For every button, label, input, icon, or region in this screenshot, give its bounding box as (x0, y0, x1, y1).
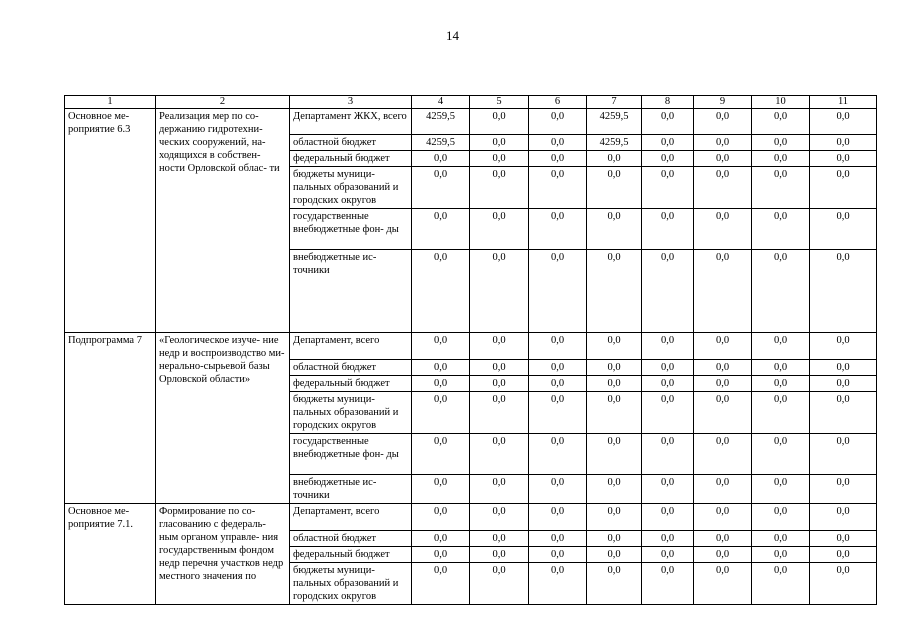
value-cell: 0,0 (752, 109, 810, 135)
value-cell: 0,0 (694, 376, 752, 392)
value-cell: 0,0 (412, 376, 470, 392)
header-cell: 3 (290, 96, 412, 109)
funding-source-cell: бюджеты муници- пальных образований и городских округов (290, 167, 412, 209)
value-cell: 0,0 (642, 376, 694, 392)
value-cell: 0,0 (694, 151, 752, 167)
value-cell: 0,0 (810, 376, 877, 392)
value-cell: 0,0 (642, 547, 694, 563)
page-number: 14 (446, 28, 459, 43)
value-cell: 0,0 (752, 209, 810, 250)
funding-source-cell: областной бюджет (290, 135, 412, 151)
value-cell: 0,0 (529, 504, 587, 531)
value-cell: 0,0 (470, 135, 529, 151)
value-cell: 0,0 (642, 135, 694, 151)
value-cell: 0,0 (810, 392, 877, 434)
value-cell: 0,0 (470, 563, 529, 605)
funding-source-cell: внебюджетные ис- точники (290, 475, 412, 504)
value-cell: 0,0 (810, 434, 877, 475)
value-cell: 0,0 (642, 360, 694, 376)
value-cell: 0,0 (810, 151, 877, 167)
value-cell: 0,0 (752, 376, 810, 392)
value-cell: 0,0 (810, 109, 877, 135)
header-cell: 2 (156, 96, 290, 109)
header-cell: 7 (587, 96, 642, 109)
funding-source-cell: федеральный бюджет (290, 376, 412, 392)
funding-source-cell: федеральный бюджет (290, 547, 412, 563)
value-cell: 0,0 (529, 563, 587, 605)
value-cell: 0,0 (810, 333, 877, 360)
value-cell: 0,0 (470, 504, 529, 531)
value-cell: 0,0 (587, 167, 642, 209)
value-cell: 0,0 (412, 360, 470, 376)
value-cell: 0,0 (752, 504, 810, 531)
value-cell: 0,0 (412, 209, 470, 250)
value-cell: 0,0 (470, 376, 529, 392)
value-cell: 0,0 (694, 360, 752, 376)
value-cell: 0,0 (694, 109, 752, 135)
table-row (65, 333, 877, 360)
value-cell: 0,0 (587, 360, 642, 376)
value-cell: 0,0 (412, 434, 470, 475)
table-row (65, 504, 877, 531)
value-cell: 0,0 (694, 504, 752, 531)
header-row (65, 96, 877, 109)
funding-source-cell: федеральный бюджет (290, 151, 412, 167)
value-cell: 4259,5 (587, 135, 642, 151)
value-cell: 0,0 (752, 547, 810, 563)
measure-description-cell: Реализация мер по со- держанию гидротехни- ческих сооружений, на- ходящихся в собствен- ности Орловской облас- ти (156, 109, 290, 333)
value-cell: 0,0 (810, 250, 877, 333)
header-cell: 4 (412, 96, 470, 109)
funding-source-cell: внебюджетные ис- точники (290, 250, 412, 333)
value-cell: 0,0 (642, 250, 694, 333)
value-cell: 0,0 (694, 392, 752, 434)
value-cell: 0,0 (752, 135, 810, 151)
value-cell: 0,0 (587, 504, 642, 531)
value-cell: 0,0 (587, 376, 642, 392)
value-cell: 4259,5 (412, 135, 470, 151)
value-cell: 0,0 (470, 434, 529, 475)
header-cell: 6 (529, 96, 587, 109)
measure-name-cell: Основное ме- роприятие 6.3 (65, 109, 156, 333)
value-cell: 0,0 (587, 475, 642, 504)
value-cell: 0,0 (587, 531, 642, 547)
value-cell: 0,0 (694, 209, 752, 250)
value-cell: 0,0 (694, 434, 752, 475)
value-cell: 0,0 (529, 376, 587, 392)
value-cell: 0,0 (587, 563, 642, 605)
value-cell: 0,0 (642, 563, 694, 605)
value-cell: 0,0 (810, 475, 877, 504)
measure-name-cell: Основное ме- роприятие 7.1. (65, 504, 156, 605)
value-cell: 0,0 (470, 531, 529, 547)
value-cell: 0,0 (752, 392, 810, 434)
value-cell: 0,0 (752, 151, 810, 167)
header-cell: 9 (694, 96, 752, 109)
value-cell: 0,0 (694, 547, 752, 563)
measure-description-cell: «Геологическое изуче- ние недр и воспроизводство ми- нерально-сырьевой базы Орловской области» (156, 333, 290, 504)
value-cell: 0,0 (752, 475, 810, 504)
value-cell: 0,0 (470, 475, 529, 504)
value-cell: 0,0 (412, 333, 470, 360)
value-cell: 0,0 (752, 434, 810, 475)
value-cell: 0,0 (587, 250, 642, 333)
value-cell: 0,0 (412, 167, 470, 209)
funding-source-cell: областной бюджет (290, 531, 412, 547)
measure-name-cell: Подпрограмма 7 (65, 333, 156, 504)
value-cell: 0,0 (587, 547, 642, 563)
value-cell: 0,0 (529, 109, 587, 135)
value-cell: 0,0 (412, 392, 470, 434)
funding-source-cell: Департамент, всего (290, 333, 412, 360)
value-cell: 0,0 (412, 151, 470, 167)
value-cell: 0,0 (642, 167, 694, 209)
funding-source-cell: бюджеты муници- пальных образований и городских округов (290, 563, 412, 605)
value-cell: 0,0 (529, 547, 587, 563)
value-cell: 0,0 (810, 563, 877, 605)
value-cell: 0,0 (529, 475, 587, 504)
value-cell: 0,0 (642, 392, 694, 434)
value-cell: 0,0 (752, 333, 810, 360)
value-cell: 0,0 (587, 392, 642, 434)
value-cell: 0,0 (470, 250, 529, 333)
value-cell: 0,0 (752, 167, 810, 209)
value-cell: 0,0 (587, 333, 642, 360)
value-cell: 0,0 (529, 333, 587, 360)
value-cell: 0,0 (587, 434, 642, 475)
value-cell: 0,0 (810, 360, 877, 376)
value-cell: 0,0 (470, 333, 529, 360)
value-cell: 4259,5 (587, 109, 642, 135)
header-cell: 10 (752, 96, 810, 109)
value-cell: 0,0 (529, 392, 587, 434)
value-cell: 0,0 (752, 531, 810, 547)
budget-table (64, 95, 877, 605)
value-cell: 0,0 (412, 531, 470, 547)
value-cell: 0,0 (642, 333, 694, 360)
header-cell: 11 (810, 96, 877, 109)
value-cell: 0,0 (412, 250, 470, 333)
value-cell: 0,0 (694, 563, 752, 605)
value-cell: 0,0 (810, 531, 877, 547)
value-cell: 0,0 (587, 209, 642, 250)
value-cell: 4259,5 (412, 109, 470, 135)
value-cell: 0,0 (694, 531, 752, 547)
funding-source-cell: государственные внебюджетные фон- ды (290, 434, 412, 475)
value-cell: 0,0 (470, 109, 529, 135)
header-cell: 8 (642, 96, 694, 109)
value-cell: 0,0 (470, 547, 529, 563)
value-cell: 0,0 (752, 250, 810, 333)
value-cell: 0,0 (752, 360, 810, 376)
value-cell: 0,0 (810, 547, 877, 563)
header-cell: 1 (65, 96, 156, 109)
value-cell: 0,0 (642, 434, 694, 475)
value-cell: 0,0 (529, 167, 587, 209)
value-cell: 0,0 (529, 531, 587, 547)
value-cell: 0,0 (412, 475, 470, 504)
value-cell: 0,0 (810, 504, 877, 531)
value-cell: 0,0 (694, 250, 752, 333)
value-cell: 0,0 (529, 209, 587, 250)
funding-source-cell: государственные внебюджетные фон- ды (290, 209, 412, 250)
value-cell: 0,0 (470, 151, 529, 167)
value-cell: 0,0 (694, 475, 752, 504)
value-cell: 0,0 (529, 250, 587, 333)
value-cell: 0,0 (694, 167, 752, 209)
value-cell: 0,0 (642, 475, 694, 504)
table-row (65, 109, 877, 135)
value-cell: 0,0 (470, 360, 529, 376)
value-cell: 0,0 (752, 563, 810, 605)
value-cell: 0,0 (642, 531, 694, 547)
value-cell: 0,0 (470, 209, 529, 250)
value-cell: 0,0 (587, 151, 642, 167)
value-cell: 0,0 (642, 209, 694, 250)
value-cell: 0,0 (694, 135, 752, 151)
header-cell: 5 (470, 96, 529, 109)
funding-source-cell: бюджеты муници- пальных образований и городских округов (290, 392, 412, 434)
value-cell: 0,0 (810, 167, 877, 209)
value-cell: 0,0 (529, 151, 587, 167)
value-cell: 0,0 (810, 135, 877, 151)
value-cell: 0,0 (642, 109, 694, 135)
value-cell: 0,0 (529, 135, 587, 151)
funding-source-cell: Департамент ЖКХ, всего (290, 109, 412, 135)
value-cell: 0,0 (642, 151, 694, 167)
value-cell: 0,0 (529, 434, 587, 475)
value-cell: 0,0 (810, 209, 877, 250)
funding-source-cell: областной бюджет (290, 360, 412, 376)
value-cell: 0,0 (412, 563, 470, 605)
value-cell: 0,0 (412, 504, 470, 531)
funding-source-cell: Департамент, всего (290, 504, 412, 531)
value-cell: 0,0 (642, 504, 694, 531)
value-cell: 0,0 (694, 333, 752, 360)
measure-description-cell: Формирование по со- гласованию с федераль- ным органом управле- ния государственным фондом недр перечня участков недр местного значения по (156, 504, 290, 605)
value-cell: 0,0 (470, 167, 529, 209)
value-cell: 0,0 (470, 392, 529, 434)
value-cell: 0,0 (412, 547, 470, 563)
value-cell: 0,0 (529, 360, 587, 376)
